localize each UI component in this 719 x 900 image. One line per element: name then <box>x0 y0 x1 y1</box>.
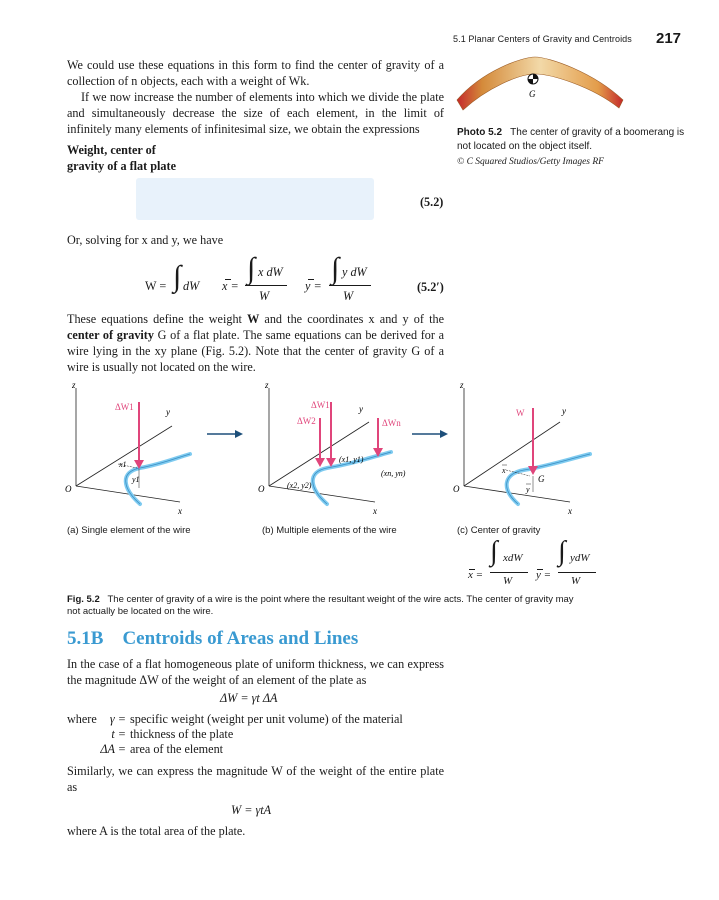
xbar-overline <box>225 279 231 280</box>
eq-ybar-denominator: W <box>343 289 354 303</box>
figure-panel-a <box>62 378 232 518</box>
equation-delta-w: ΔW = γt ΔA <box>220 691 278 705</box>
eq-ybar-numerator: y dW <box>342 265 367 279</box>
panel-c-ybar-denominator: W <box>571 575 581 587</box>
point-1-label: (x1, y1) <box>339 455 364 464</box>
eq-xbar-numerator: x dW <box>258 265 283 279</box>
panel-c-xbar-overline <box>469 569 475 570</box>
def-2-symbol: t = <box>111 727 126 741</box>
figure-caption-text: The center of gravity of a wire is the point where the resultant weight of the wire acts. The center of gravity may not actually be located on the wire. <box>67 594 574 617</box>
arrow-b-to-c <box>410 428 450 440</box>
panel-c-xbar-denominator: W <box>503 575 513 587</box>
section-paragraph-2: Similarly, we can express the magnitude W of the weight of the entire plate as <box>67 764 444 794</box>
arrow-a-to-b <box>205 428 245 440</box>
wire-edge <box>507 454 590 504</box>
boomerang-shape <box>457 57 623 110</box>
xbar-label: x <box>502 466 506 475</box>
force-arrowhead-dw2 <box>315 458 325 467</box>
panel-c-xbar-lhs: x = <box>468 569 484 581</box>
axes-c <box>464 388 570 502</box>
photo-credit: © C Squared Studios/Getty Images RF <box>457 157 604 167</box>
dw2-label: ΔW2 <box>297 416 316 426</box>
center-of-gravity-icon <box>528 74 538 84</box>
origin-label: O <box>65 484 72 494</box>
photo-caption-text: The center of gravity of a boomerang is not located on the object itself. <box>457 127 685 152</box>
dw1-label: ΔW1 <box>115 402 134 412</box>
figure-panel-c <box>450 378 630 518</box>
margin-note <box>67 142 267 174</box>
integral-sign-3: ∫ <box>331 252 340 285</box>
z-axis-label: z <box>460 380 464 390</box>
panel-c-xbar-numerator: xdW <box>503 552 523 564</box>
equation-5-2-prime-number: (5.2′) <box>417 280 444 294</box>
intro-paragraph-2: If we now increase the number of elements into which we divide the plate and simultaneously decrease the size of each element, in the limit of infinitely many elements of infinitesimal size, we obtain the expressions <box>67 90 444 136</box>
section-heading <box>67 628 358 650</box>
panel-c-ybar-fraction <box>558 572 596 573</box>
def-3-symbol: ΔA = <box>100 742 126 756</box>
origin-label: O <box>453 484 460 494</box>
panel-b-label: (b) Multiple elements of the wire <box>262 525 397 536</box>
equation-5-2-box <box>136 178 374 220</box>
x1-label: x1 <box>119 460 127 469</box>
panel-c-integral-2: ∫ <box>558 536 566 567</box>
panel-c-xbar-fraction <box>490 572 528 573</box>
w-label: W <box>516 408 525 418</box>
xbar-fraction-bar <box>245 285 287 286</box>
dw1-label: ΔW1 <box>311 400 330 410</box>
integral-sign-1: ∫ <box>173 260 182 293</box>
panel-a-label: (a) Single element of the wire <box>67 525 191 536</box>
intro-paragraph-1: We could use these equations in this form to find the center of gravity of a collection of n objects, each with a weight of Wk. <box>67 58 444 88</box>
section-title: Centroids of Areas and Lines <box>122 628 359 649</box>
def-2-text: thickness of the plate <box>130 727 234 741</box>
margin-note-line-1: Weight, center of <box>67 143 156 157</box>
eq-xbar-lhs: x = <box>222 279 239 293</box>
y1-label: y1 <box>132 475 140 484</box>
running-header: 5.1 Planar Centers of Gravity and Centroids <box>453 34 632 44</box>
point-2-label: (x2, y2) <box>287 481 312 490</box>
figure-caption <box>67 594 587 618</box>
section-paragraph-3: where A is the total area of the plate. <box>67 824 246 838</box>
x-axis-label: x <box>568 506 572 516</box>
panel-c-ybar-lhs: y = <box>536 569 552 581</box>
eq-w-rhs: dW <box>183 279 200 293</box>
integral-sign-2: ∫ <box>247 252 256 285</box>
eq-xbar-denominator: W <box>259 289 270 303</box>
z-axis-label: z <box>265 380 269 390</box>
page-number: 217 <box>656 30 682 47</box>
origin-label: O <box>258 484 265 494</box>
wire <box>507 454 590 504</box>
y-axis-label: y <box>562 406 566 416</box>
equation-w-total: W = γtA <box>231 803 272 817</box>
photo-point-label: G <box>529 89 536 99</box>
y-axis-label: y <box>359 404 363 414</box>
photo-caption-lead: Photo 5.2 <box>457 127 503 138</box>
point-n-label: (xn, yn) <box>381 469 406 478</box>
figure-panel-b <box>255 378 435 518</box>
or-solving-text: Or, solving for x and y, we have <box>67 233 224 247</box>
dwn-label: ΔWn <box>382 418 401 428</box>
z-axis-label: z <box>72 380 76 390</box>
section-number: 5.1B <box>67 628 104 649</box>
ybar-fraction-bar <box>329 285 371 286</box>
panel-c-label: (c) Center of gravity <box>457 525 541 536</box>
g-label: G <box>538 474 545 484</box>
section-paragraph-1: In the case of a flat homogeneous plate of uniform thickness, we can express the magnitude ΔW of the weight of an element of the plate as <box>67 657 444 687</box>
photo-caption <box>457 126 687 154</box>
panel-c-ybar-overline <box>537 569 543 570</box>
def-1-text: specific weight (weight per unit volume) of the material <box>130 712 403 726</box>
where-label: where <box>67 712 97 726</box>
eq-w-lhs: W = <box>145 279 167 293</box>
panel-c-ybar-numerator: ydW <box>570 552 590 564</box>
equation-5-2-number: (5.2) <box>420 195 444 209</box>
def-1-symbol: γ = <box>109 712 126 726</box>
margin-note-line-2: gravity of a flat plate <box>67 159 176 173</box>
boomerang-photo <box>453 52 628 118</box>
figure-caption-lead: Fig. 5.2 <box>67 594 100 605</box>
y-axis-label: y <box>166 407 170 417</box>
def-3-text: area of the element <box>130 742 224 756</box>
panel-c-integral-1: ∫ <box>490 536 498 567</box>
eq-ybar-lhs: y = <box>305 279 322 293</box>
x-axis-label: x <box>178 506 182 516</box>
x-axis-label: x <box>373 506 377 516</box>
definition-paragraph: These equations define the weight W and the coordinates x and y of the center of gravity G of a flat plate. The same equations can be derived for a wire lying in the xy plane (Fig. 5.2). Note that the center of gravity G of a wire is usually not located on the wire. <box>67 312 444 374</box>
ybar-label: y <box>526 485 530 494</box>
ybar-overline <box>308 279 314 280</box>
